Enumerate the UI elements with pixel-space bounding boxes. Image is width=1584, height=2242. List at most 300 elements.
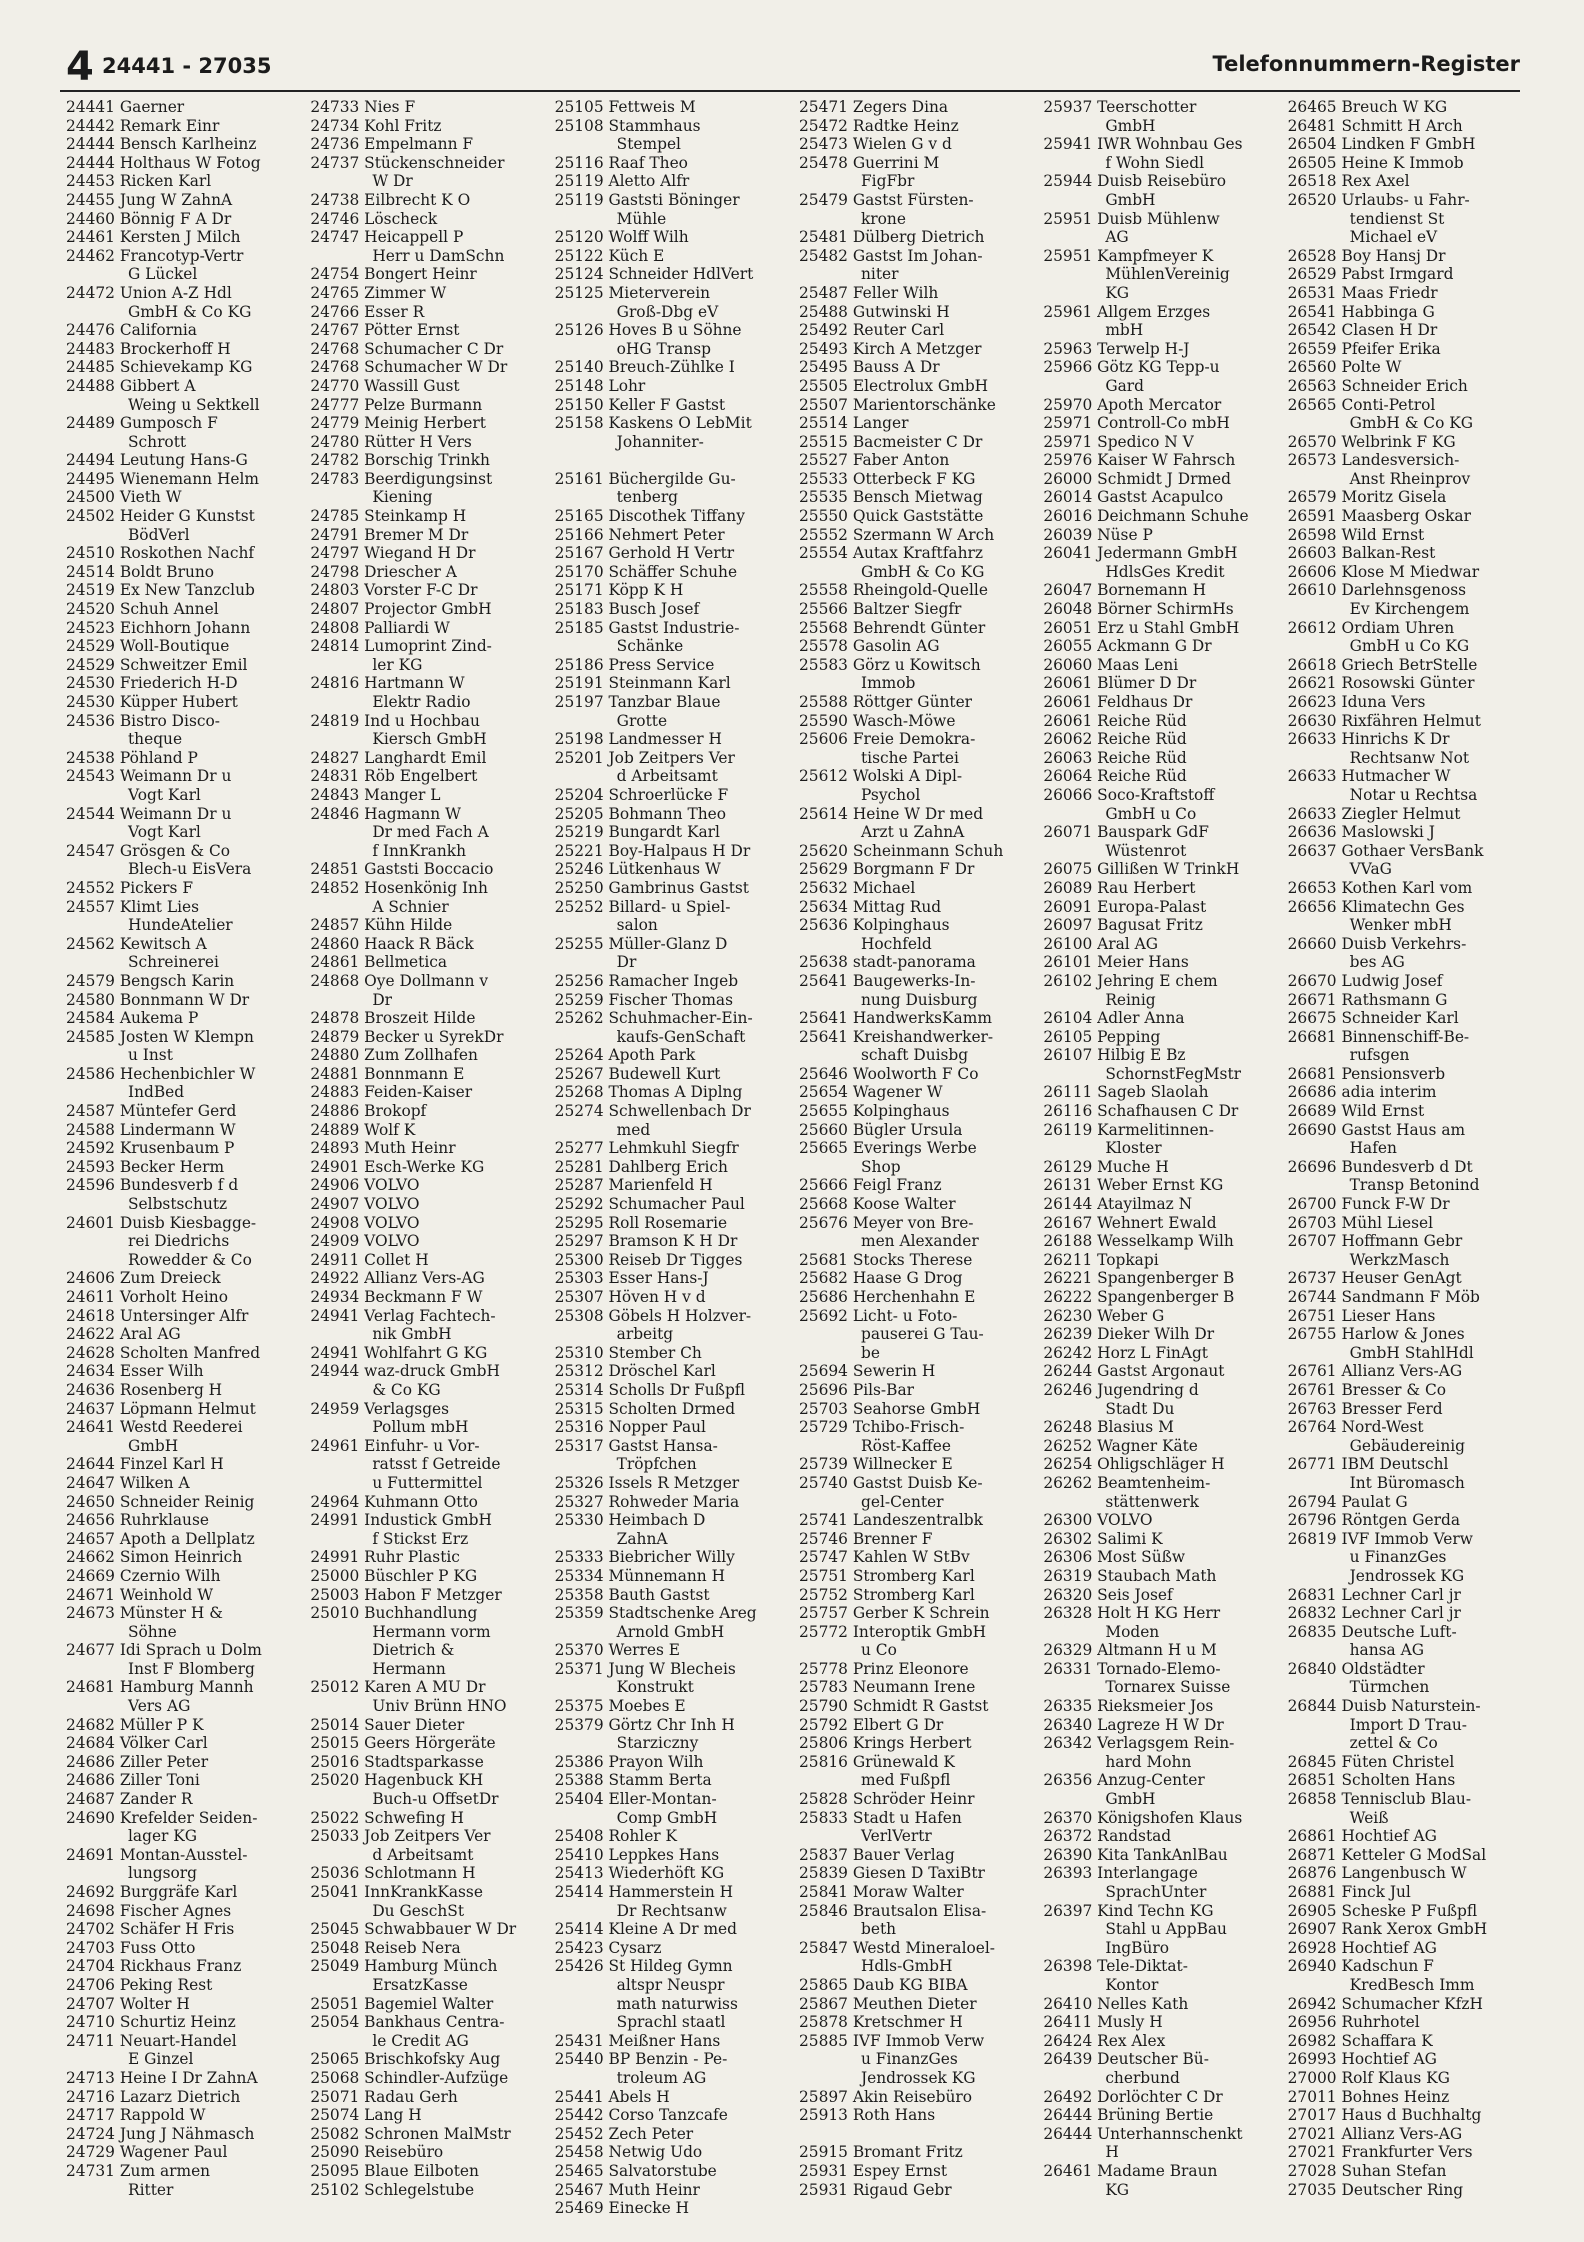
listing-entry: 24628 Scholten Manfred: [66, 1343, 261, 1362]
listing-entry: 24738 Eilbrecht K O: [310, 190, 471, 209]
listing-entry: 25590 Wasch-Möwe: [798, 711, 956, 730]
listing-entry: 25166 Nehmert Peter: [554, 525, 725, 544]
listing-entry: 26633 Hinrichs K Dr: [1287, 730, 1450, 749]
listing-entry: 25665 Everings Werbe: [798, 1139, 977, 1158]
listing-continuation: GmbH u Co KG: [1349, 637, 1470, 656]
listing-continuation: Arnold GmbH: [616, 1622, 725, 1641]
listing-entry: 25739 Willnecker E: [798, 1455, 953, 1474]
listing-entry: 25641 Baugewerks-In-: [798, 971, 976, 990]
listing-entry: [555, 451, 793, 470]
listing-continuation: Ritter: [128, 2180, 174, 2199]
listing-entry: 24530 Friederich H-D: [66, 674, 238, 693]
listing-continuation: Arzt u ZahnA: [860, 823, 965, 842]
listing-continuation: Gebäudereinig: [1349, 1436, 1466, 1455]
listing-entry: 25414 Kleine A Dr med: [554, 1920, 738, 1939]
listing-entry: 24886 Brokopf: [310, 1102, 427, 1121]
listing-entry: 26107 Hilbig E Bz: [1043, 1046, 1186, 1065]
listing-entry: 25478 Guerrini M: [798, 153, 940, 172]
listing-entry: 24713 Heine I Dr ZahnA: [66, 2068, 258, 2087]
listing-entry: 25552 Szermann W Arch: [798, 525, 995, 544]
listing-entry: 26244 Gastst Argonaut: [1043, 1362, 1225, 1381]
listing-continuation: GmbH & Co KG: [1349, 414, 1474, 433]
listing-entry: 26300 VOLVO: [1043, 1511, 1153, 1530]
listing-entry: 27000 Rolf Klaus KG: [1287, 2068, 1450, 2087]
listing-entry: 25676 Meyer von Bre-: [798, 1213, 974, 1232]
listing-entry: 26542 Clasen H Dr: [1287, 321, 1438, 340]
listing-continuation: Wüstenrot: [1105, 841, 1187, 860]
listing-entry: 25790 Schmidt R Gastst: [798, 1697, 989, 1716]
listing-continuation: Sprachl staatl: [616, 2013, 726, 2032]
listing-entry: 24716 Lazarz Dietrich: [66, 2087, 241, 2106]
listing-entry: 24444 Bensch Karlheinz: [66, 135, 257, 154]
listing-continuation: IndBed: [128, 1083, 185, 1102]
listing-entry: 25931 Espey Ernst: [798, 2161, 948, 2180]
listing-entry: 25646 Woolworth F Co: [798, 1064, 979, 1083]
listing-entry: 24907 VOLVO: [310, 1195, 420, 1214]
listing-continuation: nung Duisburg: [860, 990, 978, 1009]
listing-entry: 25191 Steinmann Karl: [554, 674, 731, 693]
listing-continuation: rufsgen: [1349, 1046, 1410, 1065]
listing-entry: 24911 Collet H: [310, 1250, 429, 1269]
listing-entry: 25185 Gastst Industrie-: [554, 618, 740, 637]
listing-entry: 25314 Scholls Dr Fußpfl: [554, 1380, 746, 1399]
listing-entry: 24622 Aral AG: [66, 1325, 181, 1344]
listing-entry: 25423 Cysarz: [554, 1938, 662, 1957]
listing-entry: 24783 Beerdigungsinst: [310, 469, 493, 488]
listing-entry: 26116 Schafhausen C Dr: [1043, 1102, 1239, 1121]
listing-entry: 25482 Gastst Im Johan-: [798, 246, 983, 265]
listing-entry: 24523 Eichhorn Johann: [66, 618, 251, 637]
listing-continuation: GmbH u Co: [1105, 804, 1197, 823]
listing-entry: 26835 Deutsche Luft-: [1287, 1622, 1457, 1641]
listing-entry: 25471 Zegers Dina: [798, 98, 949, 116]
listing-entry: 24584 Aukema P: [66, 1009, 199, 1028]
listing-entry: 24819 Ind u Hochbau: [310, 711, 480, 730]
listing-continuation: Stahl u AppBau: [1105, 1920, 1227, 1939]
listing-entry: 25828 Schröder Heinr: [798, 1790, 975, 1809]
listing-continuation: Blech-u EisVera: [128, 860, 252, 879]
listing-entry: 24857 Kühn Hilde: [310, 916, 453, 935]
listing-entry: 26444 Unterhannschenkt: [1043, 2124, 1243, 2143]
listing-entry: 26763 Bresser Ferd: [1287, 1399, 1443, 1418]
listing-entry: 26528 Boy Hansj Dr: [1287, 246, 1446, 265]
listing-entry: 26331 Tornado-Elemo-: [1043, 1659, 1221, 1678]
listing-entry: 25413 Wiederhöft KG: [554, 1864, 725, 1883]
listing-entry: 25150 Keller F Gastst: [554, 395, 726, 414]
listing-continuation: WerkzMasch: [1349, 1250, 1450, 1269]
listing-entry: 26881 Finck Jul: [1287, 1883, 1411, 1901]
listing-entry: 26254 Ohligschläger H: [1043, 1455, 1225, 1474]
listing-entry: 26061 Blümer D Dr: [1043, 674, 1197, 693]
listing-entry: 26653 Kothen Karl vom: [1287, 878, 1473, 897]
listing-entry: 25268 Thomas A Diplng: [554, 1083, 743, 1102]
listing-entry: 25330 Heimbach D: [554, 1511, 706, 1530]
listing-entry: 24641 Westd Reederei: [66, 1418, 243, 1437]
listing-entry: 25816 Grünewald K: [798, 1752, 955, 1771]
listing-entry: 25095 Blaue Eilboten: [310, 2161, 479, 2180]
listing-entry: 26982 Schaffara K: [1287, 2031, 1433, 2050]
listing-continuation: SchornstFegMstr: [1105, 1064, 1242, 1083]
listing-continuation: GmbH: [1105, 190, 1156, 209]
listing-entry: 24500 Vieth W: [66, 488, 182, 507]
listing-continuation: Anst Rheinprov: [1349, 469, 1471, 488]
listing-entry: 24650 Schneider Reinig: [66, 1492, 255, 1511]
listing-entry: 25295 Roll Rosemarie: [554, 1213, 728, 1232]
listing-entry: 25014 Sauer Dieter: [310, 1715, 465, 1734]
listing-entry: 26573 Landesversich-: [1287, 451, 1460, 470]
listing-continuation: Kiening: [372, 488, 433, 507]
listing-entry: 25277 Lehmkuhl Siegfr: [554, 1139, 739, 1158]
listing-continuation: Vogt Karl: [128, 785, 201, 804]
listing-entry: 25729 Tchibo-Frisch-: [798, 1418, 965, 1437]
listing-entry: 25256 Ramacher Ingeb: [554, 971, 739, 990]
listing-entry: 26411 Musly H: [1043, 2013, 1163, 2032]
listing-entry: 26063 Reiche Rüd: [1043, 748, 1187, 767]
listing-entry: 26737 Heuser GenAgt: [1287, 1269, 1462, 1288]
listing-entry: 26048 Börner SchirmHs: [1043, 600, 1234, 619]
listing-entry: 24472 Union A-Z Hdl: [66, 283, 232, 302]
listing-entry: 25158 Kaskens O LebMit: [554, 414, 752, 433]
listing-entry: 25885 IVF Immob Verw: [798, 2031, 985, 2050]
listing-continuation: KredBesch Imm: [1349, 1975, 1475, 1994]
listing-continuation: med Fußpfl: [860, 1771, 951, 1790]
listing-entry: 26559 Pfeifer Erika: [1287, 339, 1441, 358]
listing-entry: 24580 Bonnmann W Dr: [66, 990, 250, 1009]
listing-entry: 25259 Fischer Thomas: [554, 990, 734, 1009]
listing-entry: 25404 Eller-Montan-: [554, 1790, 717, 1809]
listing-entry: 26397 Kind Techn KG: [1043, 1901, 1214, 1920]
listing-entry: 25488 Gutwinski H: [798, 302, 950, 321]
listing-entry: 26320 Seis Josef: [1043, 1585, 1173, 1604]
listing-entry: 25636 Kolpinghaus: [798, 916, 950, 935]
listing-entry: 26623 Iduna Vers: [1287, 693, 1426, 711]
listing-continuation: Comp GmbH: [616, 1808, 718, 1827]
listing-continuation: Röst-Kaffee: [860, 1436, 951, 1455]
listing-entry: 25315 Scholten Drmed: [554, 1399, 736, 1418]
listing-entry: 26100 Aral AG: [1043, 934, 1159, 953]
listing-entry: 26610 Darlehnsgenoss: [1287, 581, 1467, 600]
listing-entry: 24593 Becker Herm: [66, 1157, 225, 1176]
listing-continuation: ZahnA: [616, 1529, 668, 1548]
listing-entry: 24861 Bellmetica: [310, 953, 448, 972]
listing-entry: 26356 Anzug-Center: [1043, 1771, 1205, 1790]
listing-entry: 25515 Bacmeister C Dr: [798, 432, 983, 451]
listing-entry: 25426 St Hildeg Gymn: [554, 1957, 733, 1976]
listing-continuation: be: [860, 1343, 880, 1362]
directory-columns: [66, 98, 1526, 2218]
listing-entry: 25310 Stember Ch: [554, 1343, 702, 1362]
listing-continuation: Mühle: [616, 209, 667, 228]
listing-entry: 26101 Meier Hans: [1043, 953, 1189, 972]
listing-entry: 25465 Salvatorstube: [554, 2161, 717, 2180]
listing-entry: 25566 Baltzer Siegfr: [798, 600, 962, 619]
listing-entry: 27017 Haus d Buchhaltg: [1287, 2106, 1482, 2125]
listing-continuation: Hafen: [1349, 1139, 1397, 1158]
listing-entry: 25638 stadt-panorama: [798, 953, 976, 972]
listing-entry: 26444 Brüning Bertie: [1043, 2106, 1214, 2125]
listing-entry: 25514 Langer: [798, 414, 909, 433]
listing-entry: 24780 Rütter H Vers: [310, 432, 472, 451]
listing-entry: 25970 Apoth Mercator: [1043, 395, 1222, 414]
listing-entry: 25015 Geers Hörgeräte: [310, 1734, 496, 1753]
listing-entry: 24684 Völker Carl: [66, 1734, 208, 1753]
listing-entry: 24510 Roskothen Nachf: [66, 544, 255, 563]
listing-continuation: H: [1105, 2143, 1119, 2162]
listing-entry: 25641 HandwerksKamm: [798, 1009, 992, 1028]
listing-entry: 25841 Moraw Walter: [798, 1883, 964, 1901]
listing-entry: 25317 Gastst Hansa-: [554, 1436, 718, 1455]
listing-entry: 25267 Budewell Kurt: [554, 1064, 721, 1083]
listing-continuation: kaufs-GenSchaft: [616, 1027, 746, 1046]
listing-entry: 26764 Nord-West: [1287, 1418, 1424, 1437]
listing-entry: 26105 Pepping: [1043, 1027, 1161, 1046]
listing-entry: 24944 waz-druck GmbH: [310, 1362, 500, 1381]
listing-entry: 24462 Francotyp-Vertr: [66, 246, 244, 265]
listing-entry: 26819 IVF Immob Verw: [1287, 1529, 1473, 1548]
listing-continuation: GmbH: [128, 1436, 179, 1455]
listing-continuation: Weing u Sektkell: [128, 395, 260, 414]
column-6: [1288, 98, 1526, 2218]
listing-entry: 26211 Topkapi: [1043, 1250, 1159, 1269]
listing-entry: 24552 Pickers F: [66, 878, 194, 897]
listing-entry: 26329 Altmann H u M: [1043, 1641, 1217, 1660]
listing-continuation: Wenker mbH: [1349, 916, 1452, 935]
listing-entry: 24691 Montan-Ausstel-: [66, 1845, 248, 1864]
listing-entry: 26239 Dieker Wilh Dr: [1043, 1325, 1215, 1344]
listing-continuation: u Futtermittel: [372, 1473, 483, 1492]
listing-entry: 24777 Pelze Burmann: [310, 395, 483, 414]
listing-entry: 25000 Büschler P KG: [310, 1566, 478, 1585]
listing-entry: 25140 Breuch-Zühlke I: [554, 358, 735, 377]
listing-entry: 25681 Stocks Therese: [798, 1250, 973, 1269]
listing-entry: 25839 Giesen D TaxiBtr: [798, 1864, 985, 1883]
listing-entry: 25772 Interoptik GmbH: [798, 1622, 987, 1641]
column-4: [799, 98, 1037, 2218]
column-1: [66, 98, 304, 2218]
listing-continuation: ratsst f Getreide: [372, 1455, 501, 1474]
listing-entry: 25703 Seahorse GmbH: [798, 1399, 981, 1418]
listing-entry: 24860 Haack R Bäck: [310, 934, 474, 953]
listing-entry: 24883 Feiden-Kaiser: [310, 1083, 473, 1102]
listing-entry: 24736 Empelmann F: [310, 135, 474, 154]
listing-continuation: Transp Betonind: [1349, 1176, 1480, 1195]
listing-entry: 26598 Wild Ernst: [1287, 525, 1425, 544]
listing-entry: 26993 Hochtief AG: [1287, 2050, 1437, 2069]
listing-entry: 25408 Rohler K: [554, 1827, 678, 1846]
listing-entry: 25041 InnKrankKasse: [310, 1883, 483, 1901]
listing-entry: 26858 Tennisclub Blau-: [1287, 1790, 1472, 1809]
listing-entry: 24827 Langhardt Emil: [310, 748, 487, 767]
listing-entry: 26131 Weber Ernst KG: [1043, 1176, 1224, 1195]
listing-entry: 25054 Bankhaus Centra-: [310, 2013, 505, 2032]
listing-continuation: Hochfeld: [860, 934, 932, 953]
listing-entry: 25473 Wielen G v d: [798, 135, 952, 154]
listing-continuation: u FinanzGes: [860, 2050, 958, 2069]
listing-entry: 25751 Stromberg Karl: [798, 1566, 975, 1585]
listing-entry: 24529 Woll-Boutique: [66, 637, 230, 656]
listing-entry: 25068 Schindler-Aufzüge: [310, 2068, 509, 2087]
listing-continuation: d Arbeitsamt: [616, 767, 718, 786]
listing-continuation: stättenwerk: [1105, 1492, 1199, 1511]
listing-continuation: W Dr: [372, 172, 413, 191]
listing-entry: 25370 Werres E: [554, 1641, 681, 1660]
listing-continuation: Psychol: [860, 785, 921, 804]
listing-entry: 25359 Stadtschenke Areg: [554, 1604, 757, 1623]
listing-continuation: Vogt Karl: [128, 823, 201, 842]
listing-entry: 24460 Bönnig F A Dr: [66, 209, 232, 228]
listing-entry: 25358 Bauth Gastst: [554, 1585, 710, 1604]
listing-continuation: oHG Transp: [616, 339, 711, 358]
column-2: [310, 98, 548, 2218]
listing-entry: 24520 Schuh Annel: [66, 600, 219, 619]
listing-entry: 26675 Schneider Karl: [1287, 1009, 1459, 1028]
listing-entry: 26563 Schneider Erich: [1287, 376, 1468, 395]
listing-continuation: Herr u DamSchn: [372, 246, 505, 265]
listing-entry: 25221 Boy-Halpaus H Dr: [554, 841, 751, 860]
listing-entry: 24779 Meinig Herbert: [310, 414, 486, 433]
listing-entry: 24637 Löpmann Helmut: [66, 1399, 256, 1418]
listing-entry: 26579 Moritz Gisela: [1287, 488, 1447, 507]
listing-entry: 24592 Krusenbaum P: [66, 1139, 235, 1158]
listing-entry: 24843 Manger L: [310, 785, 441, 804]
listing-entry: 25747 Kahlen W StBv: [798, 1548, 970, 1567]
listing-entry: 26831 Lechner Carl jr: [1287, 1585, 1461, 1604]
listing-entry: 24729 Wagener Paul: [66, 2143, 228, 2162]
listing-entry: 25246 Lütkenhaus W: [554, 860, 721, 879]
listing-entry: 25379 Görtz Chr Inh H: [554, 1715, 735, 1734]
listing-entry: 25493 Kirch A Metzger: [798, 339, 982, 358]
listing-entry: 25897 Akin Reisebüro: [798, 2087, 973, 2106]
listing-continuation: u FinanzGes: [1349, 1548, 1447, 1567]
listing-continuation: Univ Brünn HNO: [372, 1697, 507, 1716]
listing-entry: 24785 Steinkamp H: [310, 507, 467, 526]
listing-entry: 24852 Hosenkönig Inh: [310, 878, 488, 897]
listing-entry: 24677 Idi Sprach u Dolm: [66, 1641, 262, 1660]
listing-entry: 26306 Most Süßw: [1043, 1548, 1186, 1567]
listing-entry: 24964 Kuhmann Otto: [310, 1492, 478, 1511]
listing-entry: 24808 Palliardi W: [310, 618, 450, 637]
listing-continuation: Du GeschSt: [372, 1901, 465, 1920]
listing-entry: 26956 Ruhrhotel: [1287, 2013, 1420, 2032]
listing-continuation: u Co: [860, 1641, 897, 1660]
listing-continuation: Groß-Dbg eV: [616, 302, 719, 321]
number-range: 24441 - 27035: [102, 54, 272, 78]
listing-continuation: Starziczny: [616, 1734, 699, 1753]
listing-entry: 26097 Bagusat Fritz: [1043, 916, 1203, 935]
listing-entry: 25171 Köpp K H: [554, 581, 684, 600]
listing-entry: 25535 Bensch Mietwag: [798, 488, 983, 507]
listing-entry: 25252 Billard- u Spiel-: [554, 897, 731, 916]
listing-entry: 24880 Zum Zollhafen: [310, 1046, 478, 1065]
listing-entry: 26707 Hoffmann Gebr: [1287, 1232, 1463, 1251]
listing-entry: 24644 Finzel Karl H: [66, 1455, 224, 1474]
listing-entry: 26055 Ackmann G Dr: [1043, 637, 1212, 656]
listing-entry: 25696 Pils-Bar: [798, 1380, 914, 1399]
listing-entry: 25316 Nopper Paul: [554, 1418, 706, 1437]
listing-entry: 24585 Josten W Klempn: [66, 1027, 254, 1046]
listing-entry: 26461 Madame Braun: [1043, 2161, 1218, 2180]
listing-entry: 24669 Czernio Wilh: [66, 1566, 221, 1585]
listing-entry: 24495 Wienemann Helm: [66, 469, 259, 488]
listing-entry: 26014 Gastst Acapulco: [1043, 488, 1224, 507]
listing-entry: 26871 Ketteler G ModSal: [1287, 1845, 1487, 1864]
listing-continuation: krone: [860, 209, 906, 228]
listing-entry: 24906 VOLVO: [310, 1176, 420, 1195]
listing-entry: 26541 Habbinga G: [1287, 302, 1435, 321]
listing-entry: 24687 Zander R: [66, 1790, 193, 1809]
listing-continuation: AG: [1105, 228, 1129, 247]
listing-entry: 26041 Jedermann GmbH: [1043, 544, 1238, 563]
listing-continuation: Jendrossek KG: [1349, 1566, 1465, 1585]
listing-continuation: bes AG: [1349, 953, 1405, 972]
listing-continuation: lager KG: [128, 1827, 198, 1846]
listing-entry: 25976 Kaiser W Fahrsch: [1043, 451, 1236, 470]
listing-entry: 25051 Bagemiel Walter: [310, 1994, 494, 2013]
listing-continuation: Dr: [372, 990, 393, 1009]
listing-continuation: troleum AG: [616, 2068, 707, 2087]
listing-entry: 24901 Esch-Werke KG: [310, 1157, 485, 1176]
listing-entry: 26851 Scholten Hans: [1287, 1771, 1456, 1790]
listing-entry: 24959 Verlagsges: [310, 1399, 450, 1418]
listing-entry: 25878 Kretschmer H: [798, 2013, 963, 2032]
listing-entry: 25660 Bügler Ursula: [798, 1120, 963, 1139]
listing-entry: 24702 Schäfer H Fris: [66, 1920, 235, 1939]
listing-entry: 24908 VOLVO: [310, 1213, 420, 1232]
listing-entry: 26845 Füten Christel: [1287, 1752, 1455, 1771]
listing-entry: 25913 Roth Hans: [798, 2106, 936, 2125]
listing-entry: 26302 Salimi K: [1043, 1529, 1163, 1548]
listing-entry: 25971 Controll-Co mbH: [1043, 414, 1230, 433]
listing-entry: 24601 Duisb Kiesbagge-: [66, 1213, 257, 1232]
listing-entry: 25752 Stromberg Karl: [798, 1585, 975, 1604]
listing-continuation: Selbstschutz: [128, 1195, 228, 1214]
listing-entry: 24442 Remark Einr: [66, 116, 220, 135]
listing-entry: 25148 Lohr: [554, 376, 646, 395]
listing-entry: 25161 Büchergilde Gu-: [554, 469, 736, 488]
listing-entry: 24941 Verlag Fachtech-: [310, 1306, 496, 1325]
listing-continuation: Shop: [860, 1157, 901, 1176]
listing-entry: 25441 Abels H: [554, 2087, 670, 2106]
listing-entry: 25126 Hoves B u Söhne: [554, 321, 742, 340]
listing-entry: 25847 Westd Mineraloel-: [798, 1938, 995, 1957]
listing-entry: 26439 Deutscher Bü-: [1043, 2050, 1209, 2069]
listing-entry: 25792 Elbert G Dr: [798, 1715, 944, 1734]
listing-entry: 24878 Broszeit Hilde: [310, 1009, 476, 1028]
listing-entry: 26230 Weber G: [1043, 1306, 1165, 1325]
listing-entry: 24483 Brockerhoff H: [66, 339, 231, 358]
listing-entry: 25505 Electrolux GmbH: [798, 376, 989, 395]
listing-entry: 24754 Bongert Heinr: [310, 265, 477, 284]
listing-entry: 24703 Fuss Otto: [66, 1938, 196, 1957]
listing-continuation: VerlVertr: [860, 1827, 932, 1846]
listing-continuation: GmbH: [1105, 1790, 1156, 1809]
listing-entry: 26000 Schmidt J Drmed: [1043, 469, 1231, 488]
listing-continuation: Türmchen: [1349, 1678, 1430, 1697]
listing-continuation: HundeAtelier: [128, 916, 233, 935]
listing-continuation: hard Mohn: [1105, 1752, 1192, 1771]
listing-continuation: Johanniter-: [616, 432, 704, 451]
listing-continuation: GmbH StahlHdl: [1349, 1343, 1474, 1362]
listing-entry: 25583 Görz u Kowitsch: [798, 655, 981, 674]
listing-entry: 25951 Kampfmeyer K: [1043, 246, 1214, 265]
listing-entry: 26340 Lagreze H W Dr: [1043, 1715, 1224, 1734]
listing-entry: 24961 Einfuhr- u Vor-: [310, 1436, 480, 1455]
listing-entry: 25620 Scheinmann Schuh: [798, 841, 1004, 860]
listing-entry: 26390 Kita TankAnlBau: [1043, 1845, 1228, 1864]
listing-entry: 24682 Müller P K: [66, 1715, 204, 1734]
listing-entry: 25937 Teerschotter: [1043, 98, 1197, 116]
listing-entry: 24782 Borschig Trinkh: [310, 451, 490, 470]
